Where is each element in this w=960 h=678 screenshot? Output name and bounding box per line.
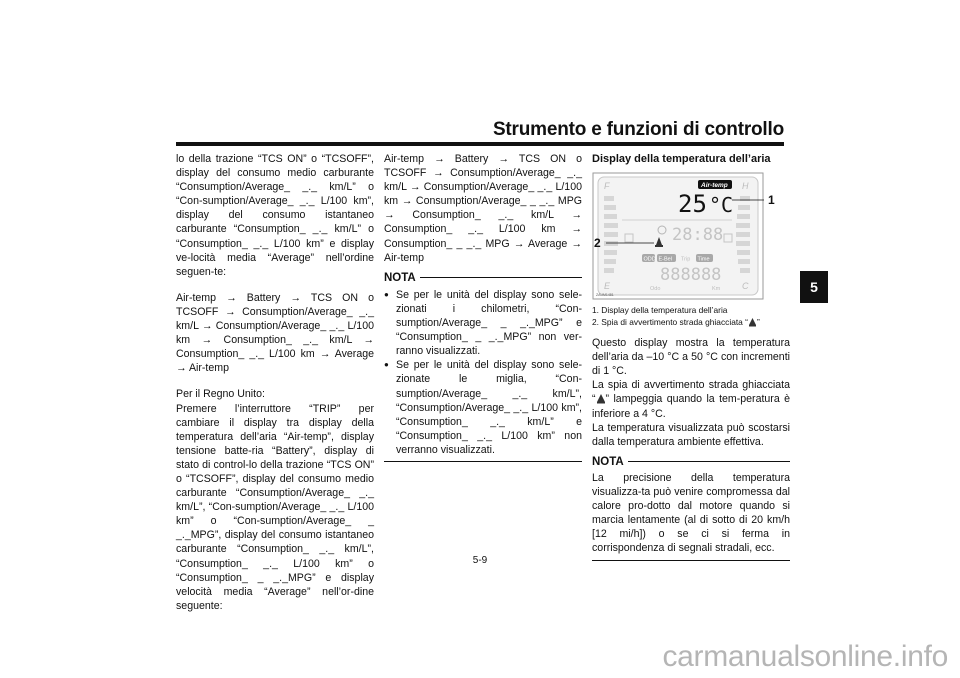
watermark-text: carmanualsonline.info	[662, 640, 948, 673]
col3-paragraph-2	[592, 378, 790, 420]
fuel-empty-letter: E	[604, 281, 611, 292]
caption-1: 1. Display della temperatura dell’aria	[592, 305, 728, 316]
col3-paragraph-2-start: La spia di avvertimento strada ghiacciata “	[592, 379, 790, 406]
mode-tag-time: Time	[697, 256, 710, 263]
nota-label: NOTA	[384, 271, 416, 284]
nota-heading-2	[592, 455, 790, 469]
air-temp-tag: Air-temp	[701, 182, 728, 190]
nota-bullet-1: ● Se per le unità del display sono sele-zionati i chilometri, “Con-sumption/Average_ _ _._MPG” e “Consumption_ _ _._MPG” non ver-ranno visualizzati.	[384, 288, 582, 358]
callout-2: 2	[594, 236, 601, 251]
col3-paragraph-1: Questo display mostra la temperatura dell’aria da –10 °C a 50 °C con incrementi di 1 °C.	[592, 337, 790, 378]
page-number: 5-9	[472, 555, 488, 566]
nota-bullet-list	[384, 288, 582, 457]
km-label: Km	[712, 286, 721, 293]
caption-2-end: ”	[756, 317, 760, 328]
column-3	[592, 152, 790, 561]
col3-paragraph-3: La temperatura visualizzata può scostarsi dalla temperatura ambiente effettiva.	[592, 421, 790, 448]
page-header-title: Strumento e funzioni di controllo	[492, 119, 784, 140]
temp-hot-letter: H	[742, 181, 749, 192]
odo-label: Odo	[650, 286, 661, 293]
caption-2-text: 2. Spia di avvertimento strada ghiacciata “	[592, 317, 748, 328]
column-2	[384, 152, 582, 462]
mode-tag-odd: ODD	[643, 256, 656, 263]
odometer-digits: 888888	[660, 265, 722, 286]
column-1	[176, 152, 374, 613]
fuel-full-letter: F	[604, 181, 610, 192]
nota-bullet-2: ● Se per le unità del display sono sele-zionate le miglia, “Con-sumption/Average_ _._ km/L”, “Consumption/Average_ _._ L/100 km”, “Consumption_ _._ km/L” e “Consumption_ _._ L/100 km” non verranno visualizzati.	[384, 358, 582, 457]
col2-paragraph-1: Air-temp → Battery → TCS ON o TCSOFF → Consumption/Average_ _._ km/L → Consumption/Average_ _._ L/100 km → Consumption/Average_ _ _._ MPG → Consumption_ _._ km/L → Consumption_ _._ L/100 km → Consumption_ _ _._ MPG → Average → Air-temp	[384, 153, 582, 264]
figure-code: ZAUM1481	[596, 293, 614, 298]
header-rule	[176, 142, 784, 146]
nota-label-2: NOTA	[592, 455, 624, 468]
temperature-unit: °C	[709, 193, 734, 218]
nota-rule	[420, 277, 582, 278]
nota-heading	[384, 271, 582, 285]
col1-paragraph-1: lo della trazione “TCS ON” o “TCSOFF”, display del consumo medio carburante “Consumption/Average_ _._ km/L” o “Con-sumption/Average_ _._ L/100 km”, display del consumo istantaneo carburante “Consumption_ _._ km/L” o “Consumption_ _._ L/100 km” e display ve-locità media “Average” nell’ordine seguen-te:	[176, 153, 374, 278]
mode-trip: Trip	[681, 256, 691, 263]
callout-1: 1	[768, 193, 775, 208]
section-title: Display della temperatura dell’aria	[592, 153, 771, 165]
col3-paragraph-2-end: ” lampeggia quando la tem-peratura è inferiore a 4 °C.	[592, 393, 790, 420]
ice-warning-icon	[748, 317, 757, 327]
caption-2	[592, 316, 790, 328]
chapter-tab: 5	[800, 271, 828, 303]
ice-warning-icon	[596, 393, 606, 404]
temp-cold-letter: C	[742, 281, 749, 292]
col1-paragraph-2: Air-temp → Battery → TCS ON o TCSOFF → Consumption/Average_ _._ km/L → Consumption/Average_ _._ L/100 km → Consumption_ _._ km/L → Consumption_ _._ L/100 km → Average → Air-temp	[176, 291, 374, 375]
instrument-figure	[592, 172, 782, 302]
col1-paragraph-3: Per il Regno Unito: Premere l’interruttore “TRIP” per cambiare il display tra display della temperatura dell’aria “Air-temp”, display tensione batte-ria “Battery”, display di stato di control-lo della trazione “TCS ON” o “TCSOFF”, display del consumo medio carburante “Consumption/Average_ _._ km/L”, “Con-sumption/Average_ _._ L/100 km” o “Con-sumption/Average_ _ _._MPG”, display del consumo istantaneo carburante “Consumption_ _._ km/L”, “Consumption_ _._ L/100 km” o “Consumption_ _ _._MPG” e display velocità media “Average” nell’or-dine seguente:	[176, 388, 374, 612]
instrument-display-illustration	[592, 172, 782, 302]
clock-digits: 28:88	[672, 225, 724, 246]
figure-captions	[592, 304, 790, 328]
temperature-digits: 25	[678, 190, 707, 219]
mode-tag-ebel: E-Bel	[658, 256, 672, 263]
nota-end-rule	[384, 461, 582, 462]
nota-text: La precisione della temperatura visualizza-ta può venire compromessa dal calore pro-dotto dal motore quando si marcia lentamente (al di sotto di 20 km/h [12 mi/h]) o se ci si ferma in corrispondenza di segnali stradali, ecc.	[592, 471, 790, 555]
nota-rule-2	[628, 461, 790, 462]
